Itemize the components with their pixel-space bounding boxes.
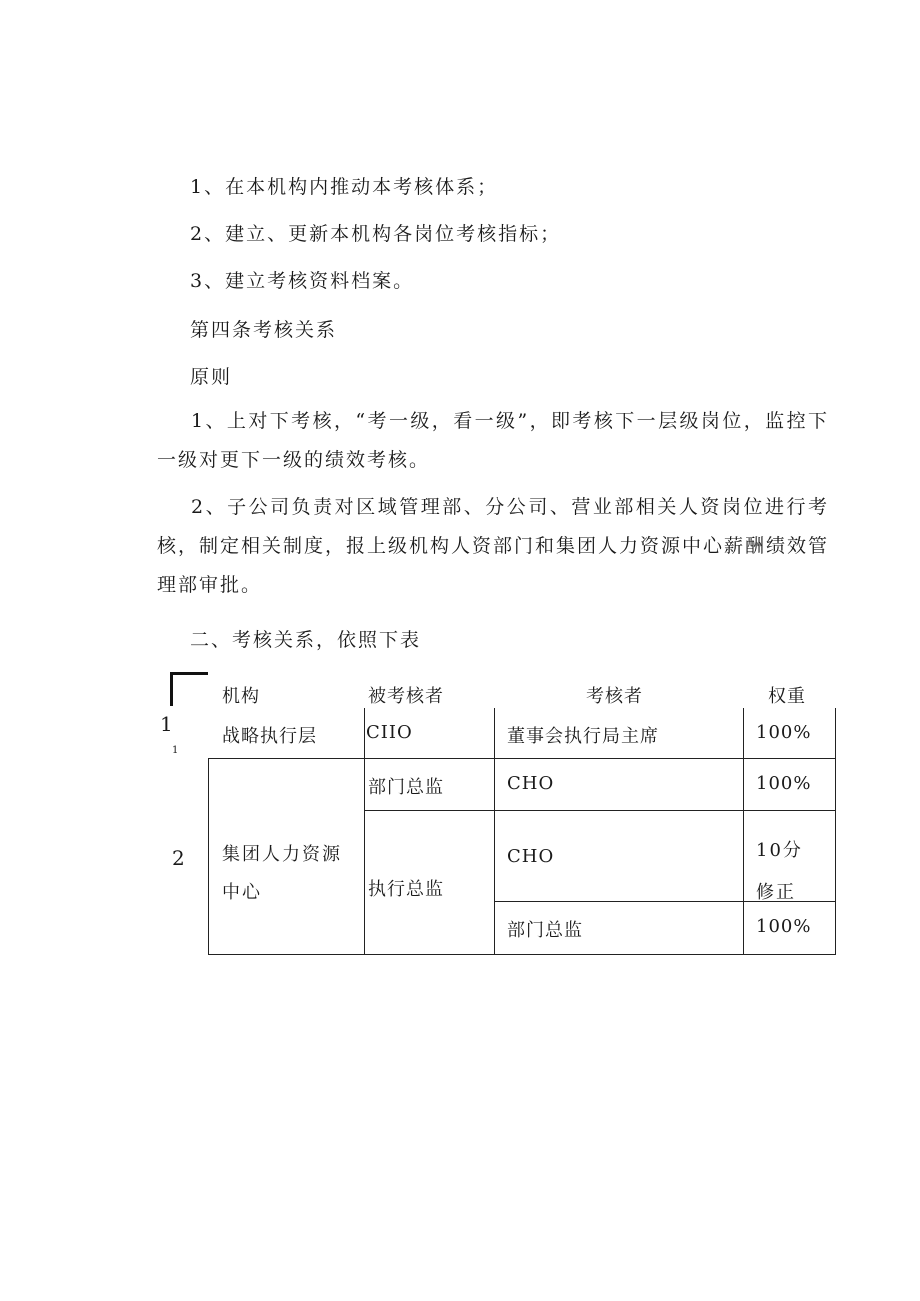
section-heading: 二、考核关系，依照下表 (190, 629, 422, 651)
row-2a-weight: 100% (756, 773, 812, 794)
article-heading: 第四条考核关系 (190, 319, 338, 341)
row-2a-assessor: CHO (507, 773, 555, 794)
table-rule (364, 708, 365, 954)
row-2b-assessee: 执行总监 (368, 879, 444, 900)
row-1-assessor: 董事会执行局主席 (507, 726, 659, 747)
list-item-3: 3、建立考核资料档案。 (190, 270, 415, 292)
header-weight: 权重 (768, 686, 806, 707)
row-2b-weight: 10分修正 (756, 840, 803, 903)
principle-1: 1、上对下考核，“考一级，看一级”，即考核下一层级岗位，监控下一级对更下一级的绩效考核。 (157, 410, 829, 471)
row-2c-assessor: 部门总监 (507, 920, 583, 941)
table-rule (208, 954, 836, 955)
table-rule (208, 758, 836, 759)
header-assessor: 考核者 (586, 686, 643, 707)
table-rule (835, 708, 836, 954)
row-1-org: 战略执行层 (222, 726, 317, 747)
table-rule (494, 708, 495, 954)
row-1-index-artifact: 1 (172, 745, 180, 756)
row-1-index: 1 (160, 712, 174, 736)
table-rule (364, 810, 836, 811)
table-corner-mark-stem (170, 672, 173, 706)
list-item-2: 2、建立、更新本机构各岗位考核指标； (190, 223, 562, 245)
table-rule (743, 708, 744, 954)
row-2c-weight: 100% (756, 916, 812, 937)
table-rule (208, 758, 209, 954)
header-org: 机构 (222, 686, 260, 707)
principle-heading: 原则 (190, 366, 233, 388)
row-1-weight: 100% (756, 722, 812, 743)
header-assessee: 被考核者 (368, 686, 444, 707)
principle-2: 2、子公司负责对区域管理部、分公司、营业部相关人资岗位进行考核，制定相关制度，报上级机构人资部门和集团人力资源中心薪酬绩效管理部审批。 (157, 496, 830, 596)
row-2b-assessor: CHO (507, 846, 555, 867)
row-2-index: 2 (172, 846, 186, 870)
table-corner-mark (170, 672, 208, 675)
row-2-org: 集团人力资源中心 (222, 844, 342, 903)
row-2a-assessee: 部门总监 (368, 777, 444, 798)
row-1-assessee: CIIO (366, 722, 413, 743)
list-item-1: 1、在本机构内推动本考核体系； (190, 176, 499, 198)
